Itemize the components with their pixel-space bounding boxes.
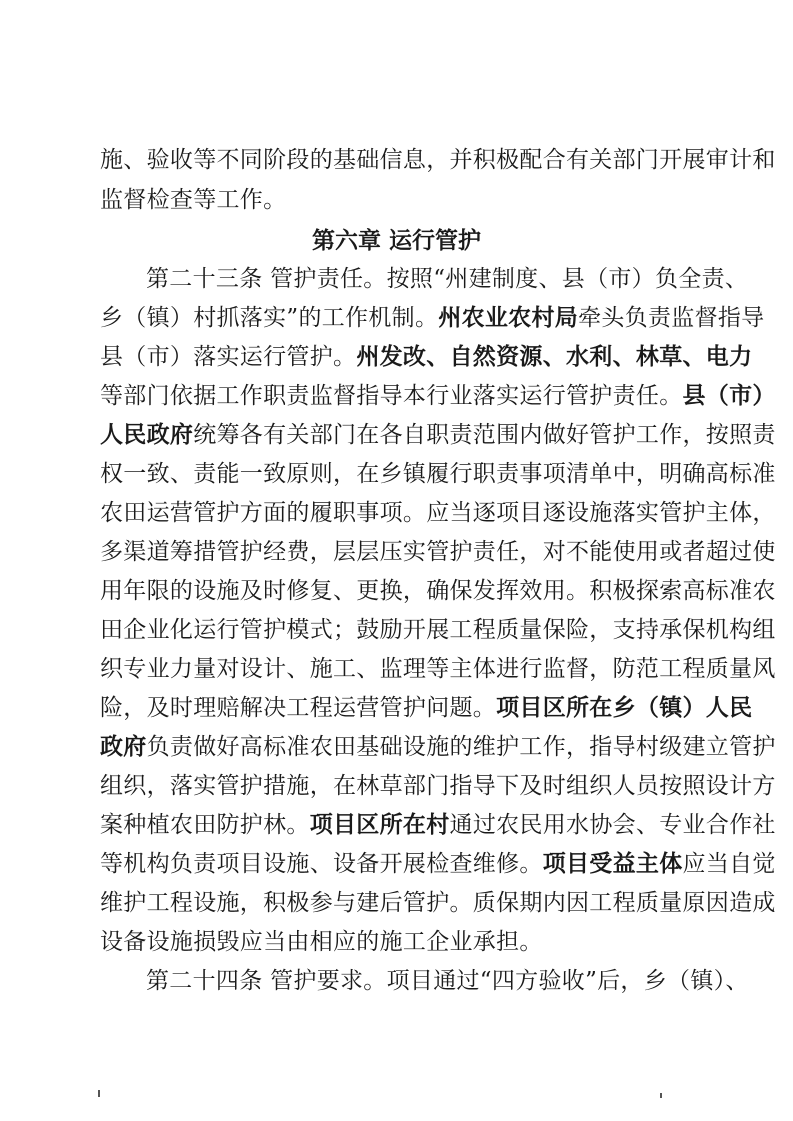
- article-23-line: 田企业化运行管护模式；鼓励开展工程质量保险，支持承保机构组: [100, 617, 776, 643]
- article-23-line: 案种植农田防护林。项目区所在村通过农民用水协会、专业合作社: [100, 812, 776, 838]
- scan-speck: [660, 1093, 662, 1098]
- scan-speck: [98, 1090, 100, 1097]
- article-23-line: 组织，落实管护措施，在林草部门指导下及时组织人员按照设计方: [100, 773, 776, 799]
- chapter-title: 第六章 运行管护: [311, 228, 481, 254]
- article-23-line: 人民政府统筹各有关部门在各自职责范围内做好管护工作，按照责: [100, 422, 776, 448]
- article-23-line: 第二十三条 管护责任。按照“州建制度、县（市）负全责、: [146, 266, 749, 292]
- body-line: 监督检查等工作。: [100, 187, 287, 213]
- article-23-line: 维护工程设施，积极参与建后管护。质保期内因工程质量原因造成: [100, 890, 776, 916]
- article-23-line: 用年限的设施及时修复、更换，确保发挥效用。积极探索高标准农: [100, 578, 776, 604]
- article-23-line: 权一致、责能一致原则，在乡镇履行职责事项清单中，明确高标准: [100, 461, 776, 487]
- body-line: 施、验收等不同阶段的基础信息，并积极配合有关部门开展审计和: [100, 147, 776, 173]
- article-23-line: 等机构负责项目设施、设备开展检查维修。项目受益主体应当自觉: [100, 851, 776, 877]
- article-24-line: 第二十四条 管护要求。项目通过“四方验收”后，乡（镇）、: [146, 968, 749, 994]
- article-23-line: 等部门依据工作职责监督指导本行业落实运行管护责任。县（市）: [100, 383, 776, 409]
- article-23-line: 险，及时理赔解决工程运营管护问题。项目区所在乡（镇）人民: [100, 695, 753, 721]
- article-23-line: 农田运营管护方面的履职事项。应当逐项目逐设施落实管护主体，: [100, 500, 776, 526]
- article-23-line: 织专业力量对设计、施工、监理等主体进行监督，防范工程质量风: [100, 656, 776, 682]
- article-23-line: 多渠道筹措管护经费，层层压实管护责任，对不能使用或者超过使: [100, 539, 776, 565]
- article-23-line: 县（市）落实运行管护。州发改、自然资源、水利、林草、电力: [100, 344, 753, 370]
- article-23-line: 政府负责做好高标准农田基础设施的维护工作，指导村级建立管护: [100, 734, 776, 760]
- article-23-line: 设备设施损毁应当由相应的施工企业承担。: [100, 929, 543, 955]
- article-23-line: 乡（镇）村抓落实”的工作机制。州农业农村局牵头负责监督指导: [100, 305, 765, 331]
